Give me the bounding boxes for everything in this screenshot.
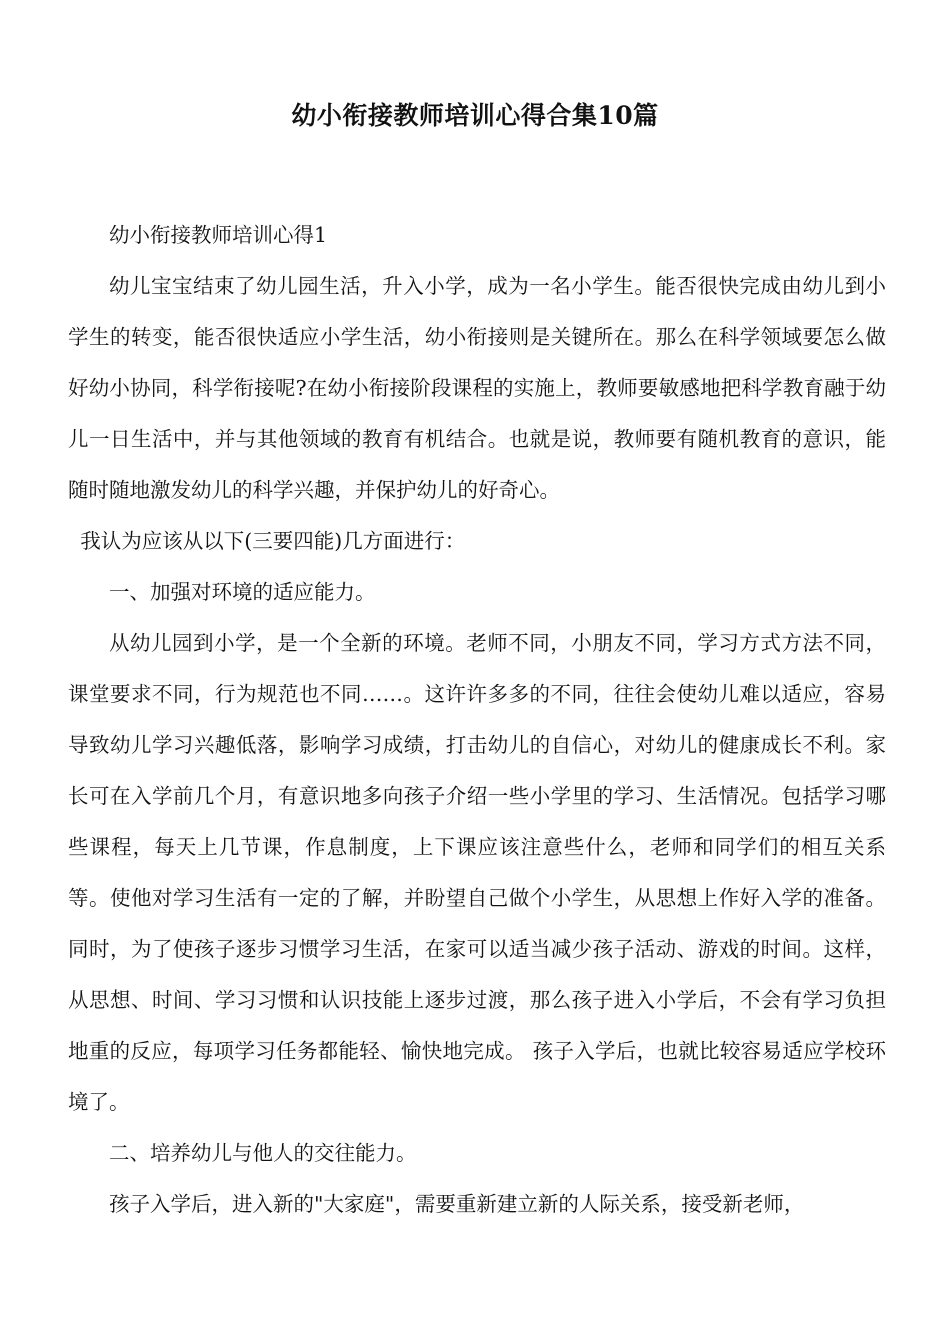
section-heading: 幼小衔接教师培训心得1 (109, 223, 328, 247)
section-heading: 二、培养幼儿与他人的交往能力。 (109, 1141, 417, 1165)
paragraph: 从幼儿园到小学，是一个全新的环境。老师不同，小朋友不同，学习方式方法不同，课堂要求不同，行为规范也不同……。这许许多多的不同，往往会使幼儿难以适应，容易导致幼儿学习兴趣低落，影响学习成绩，打击幼儿的自信心，对幼儿的健康成长不利。家长可在入学前几个月，有意识地多向孩子介绍一些小学里的学习、生活情况。包括学习哪些课程，每天上几节课，作息制度，上下课应该注意些什么，老师和同学们的相互关系等。使他对学习生活有一定的了解，并盼望自己做个小学生，从思想上作好入学的准备。同时，为了使孩子逐步习惯学习生活，在家可以适当减少孩子活动、游戏的时间。这样，从思想、时间、学习习惯和认识技能上逐步过渡，那么孩子进入小学后，不会有学习负担地重的反应，每项学习任务都能轻、愉快地完成。 孩子入学后，也就比较容易适应学校环境了。 (68, 631, 886, 1114)
document-title: 幼小衔接教师培训心得合集10篇 (291, 101, 659, 130)
paragraph: 幼儿宝宝结束了幼儿园生活，升入小学，成为一名小学生。能否很快完成由幼儿到小学生的转变，能否很快适应小学生活，幼小衔接则是关键所在。那么在科学领域要怎么做好幼小协同，科学衔接呢?在幼小衔接阶段课程的实施上，教师要敏感地把科学教育融于幼儿一日生活中，并与其他领域的教育有机结合。也就是说，教师要有随机教育的意识，能随时随地激发幼儿的科学兴趣，并保护幼儿的好奇心。 (68, 274, 886, 502)
paragraph: 孩子入学后，进入新的"大家庭"，需要重新建立新的人际关系，接受新老师， (109, 1192, 805, 1216)
document-body (68, 210, 886, 1230)
section-heading: 一、加强对环境的适应能力。 (109, 580, 376, 604)
paragraph: 我认为应该从以下(三要四能)几方面进行： (80, 529, 466, 553)
